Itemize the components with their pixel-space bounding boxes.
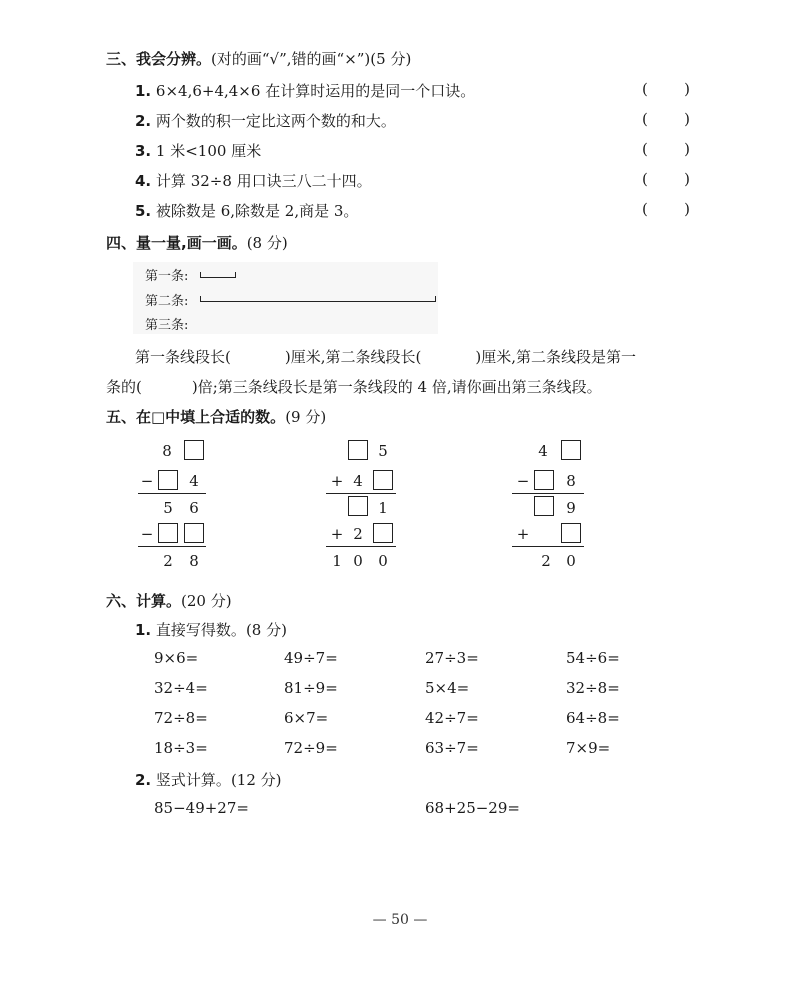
answer-box[interactable] [158, 470, 178, 490]
segment-1 [200, 271, 236, 278]
plus-sign: + [330, 525, 344, 543]
digit: 0 [566, 552, 576, 570]
subsection-1-title: 1. 直接写得数。(8 分) [135, 621, 287, 639]
vertical-calc-item: 68+25−29= [425, 799, 520, 817]
measure-question-line-1: 第一条线段长( )厘米,第二条线段长( )厘米,第二条线段是第一 [135, 348, 636, 366]
digit: 8 [566, 472, 576, 490]
calc-item: 72÷9= [284, 739, 338, 757]
calc-item: 27÷3= [425, 649, 479, 667]
calc-item: 32÷4= [154, 679, 208, 697]
vertical-calc-item: 85−49+27= [154, 799, 249, 817]
digit: 2 [163, 552, 173, 570]
answer-box[interactable] [373, 470, 393, 490]
judgement-item: 1. 6×4,6+4,4×6 在计算时运用的是同一个口诀。 [135, 82, 476, 100]
answer-box[interactable] [534, 470, 554, 490]
digit: 1 [378, 499, 388, 517]
judgement-item: 5. 被除数是 6,除数是 2,商是 3。 [135, 202, 359, 220]
answer-box[interactable] [184, 523, 204, 543]
calc-item: 63÷7= [425, 739, 479, 757]
line-label-3: 第三条: [145, 318, 189, 333]
line-label-1: 第一条: [145, 269, 189, 284]
calc-item: 64÷8= [566, 709, 620, 727]
calc-item: 72÷8= [154, 709, 208, 727]
minus-sign: − [140, 472, 154, 490]
calc-item: 5×4= [425, 679, 470, 697]
answer-box[interactable] [348, 496, 368, 516]
section-3-title: 三、我会分辨。(对的画“√”,错的画“×”)(5 分) [106, 50, 412, 68]
calc-item: 49÷7= [284, 649, 338, 667]
answer-box[interactable] [373, 523, 393, 543]
calc-item: 32÷8= [566, 679, 620, 697]
digit: 8 [162, 442, 172, 460]
calc-item: 18÷3= [154, 739, 208, 757]
segment-3-draw-area[interactable] [200, 314, 436, 330]
calc-item: 7×9= [566, 739, 611, 757]
digit: 9 [566, 499, 576, 517]
answer-parentheses[interactable]: ( ) [642, 80, 690, 98]
sum-line [326, 493, 396, 494]
sum-line [138, 546, 206, 547]
plus-sign: + [330, 472, 344, 490]
measure-question-line-2: 条的( )倍;第三条线段长是第一条线段的 4 倍,请你画出第三条线段。 [106, 378, 602, 396]
answer-box[interactable] [184, 440, 204, 460]
digit: 5 [378, 442, 388, 460]
plus-sign: + [516, 525, 530, 543]
minus-sign: − [516, 472, 530, 490]
minus-sign: − [140, 525, 154, 543]
segment-2 [200, 295, 436, 302]
section-6-title: 六、计算。(20 分) [106, 592, 232, 610]
sum-line [512, 546, 584, 547]
sum-line [326, 546, 396, 547]
answer-parentheses[interactable]: ( ) [642, 200, 690, 218]
subsection-2-title: 2. 竖式计算。(12 分) [135, 771, 282, 789]
answer-box[interactable] [348, 440, 368, 460]
calc-item: 81÷9= [284, 679, 338, 697]
judgement-item: 4. 计算 32÷8 用口诀三八二十四。 [135, 172, 372, 190]
answer-parentheses[interactable]: ( ) [642, 110, 690, 128]
judgement-item: 3. 1 米<100 厘米 [135, 142, 262, 160]
calc-item: 42÷7= [425, 709, 479, 727]
answer-box[interactable] [561, 523, 581, 543]
answer-box[interactable] [534, 496, 554, 516]
sum-line [138, 493, 206, 494]
section-4-title: 四、量一量,画一画。(8 分) [106, 234, 288, 252]
digit: 0 [378, 552, 388, 570]
calc-item: 54÷6= [566, 649, 620, 667]
line-label-2: 第二条: [145, 294, 189, 309]
sum-line [512, 493, 584, 494]
answer-box[interactable] [561, 440, 581, 460]
digit: 4 [353, 472, 363, 490]
digit: 2 [353, 525, 363, 543]
calc-item: 6×7= [284, 709, 329, 727]
calc-item: 9×6= [154, 649, 199, 667]
digit: 4 [189, 472, 199, 490]
digit: 2 [541, 552, 551, 570]
section-5-title: 五、在□中填上合适的数。(9 分) [106, 408, 327, 426]
digit: 4 [538, 442, 548, 460]
answer-box[interactable] [158, 523, 178, 543]
digit: 5 [163, 499, 173, 517]
digit: 1 [332, 552, 342, 570]
page-number: — 50 — [372, 912, 428, 928]
digit: 8 [189, 552, 199, 570]
digit: 0 [353, 552, 363, 570]
digit: 6 [189, 499, 199, 517]
judgement-item: 2. 两个数的积一定比这两个数的和大。 [135, 112, 396, 130]
answer-parentheses[interactable]: ( ) [642, 140, 690, 158]
answer-parentheses[interactable]: ( ) [642, 170, 690, 188]
